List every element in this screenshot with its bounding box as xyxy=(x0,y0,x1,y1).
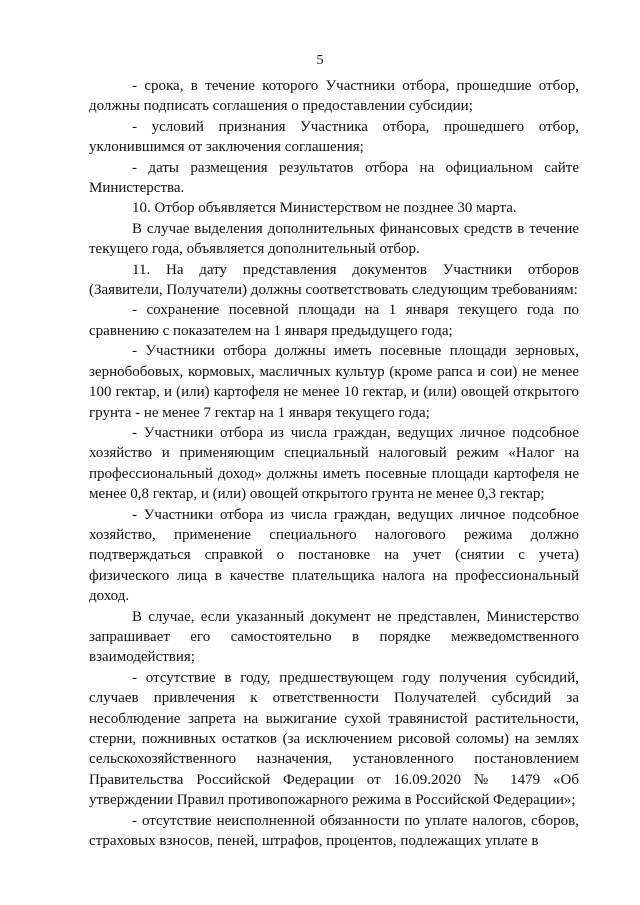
paragraph: - Участники отбора должны иметь посевные площади зерновых, зернобобовых, кормовых, масличных культур (кроме рапса и сои) не менее 100 гектар, и (или) картофеля не менее 10 гектар, и (или) овощей открытого грунта - не менее 7 гектар на 1 января текущего года; xyxy=(89,343,579,421)
paragraph: 11. На дату представления документов Участники отборов (Заявители, Получатели) должны соответствовать следующим требованиям: xyxy=(89,261,579,299)
paragraph: - даты размещения результатов отбора на официальном сайте Министерства. xyxy=(89,159,579,197)
paragraph: - условий признания Участника отбора, прошедшего отбор, уклонившимся от заключения соглашения; xyxy=(89,118,579,156)
document-body xyxy=(89,76,579,851)
paragraph: - срока, в течение которого Участники отбора, прошедшие отбор, должны подписать соглашения о предоставлении субсидии; xyxy=(89,78,579,115)
paragraph: - отсутствие в году, предшествующем году получения субсидий, случаев привлечения к ответственности Получателей субсидий за несоблюдение запрета на выжигание сухой травянистой растительности, стерни, пожнивных остатков (за исключением рисовой соломы) на землях сельскохозяйственного назначения, установленного постановлением Правительства Российской Федерации от 16.09.2020 № 1479 «Об утверждении Правил противопожарного режима в Российской Федерации»; xyxy=(89,669,579,809)
paragraph: - отсутствие неисполненной обязанности по уплате налогов, сборов, страховых взносов, пеней, штрафов, процентов, подлежащих уплате в xyxy=(89,812,579,850)
paragraph: - сохранение посевной площади на 1 января текущего года по сравнению с показателем на 1 января предыдущего года; xyxy=(89,302,579,339)
paragraph: - Участники отбора из числа граждан, ведущих личное подсобное хозяйство, применение специального налогового режима должно подтверждаться справкой о постановке на учет (снятии с учета) физического лица в качестве плательщика налога на профессиональный доход. xyxy=(89,506,579,605)
paragraph: В случае выделения дополнительных финансовых средств в течение текущего года, объявляется дополнительный отбор. xyxy=(89,220,579,258)
paragraph: В случае, если указанный документ не представлен, Министерство запрашивает его самостоятельно в порядке межведомственного взаимодействия; xyxy=(89,608,579,666)
page-number: 5 xyxy=(316,53,324,68)
paragraph: 10. Отбор объявляется Министерством не позднее 30 марта. xyxy=(132,200,517,217)
paragraph: - Участники отбора из числа граждан, ведущих личное подсобное хозяйство и применяющим специальный налоговый режим «Налог на профессиональный доход» должны иметь посевные площади картофеля не менее 0,8 гектар, и (или) овощей открытого грунта не менее 0,3 гектар; xyxy=(89,424,579,503)
